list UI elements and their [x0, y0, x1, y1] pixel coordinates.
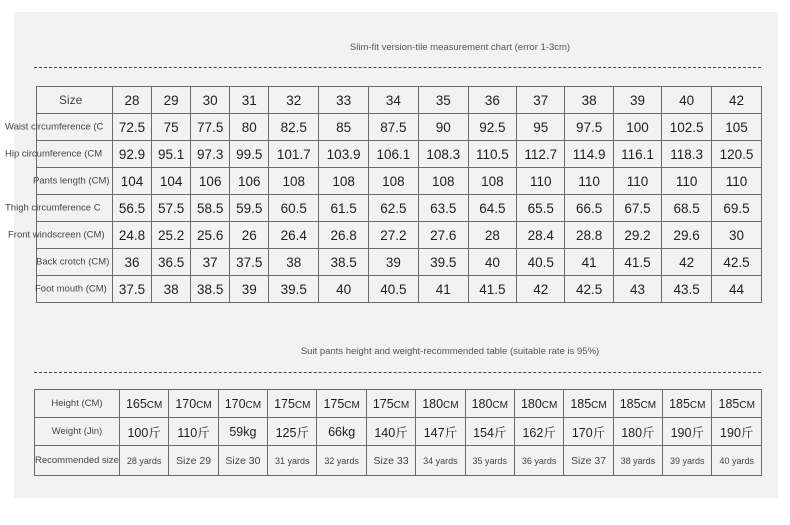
- value-cell: 62.5: [369, 195, 419, 222]
- measurement-table: [5, 86, 762, 303]
- value-cell: 110: [662, 168, 712, 195]
- value-cell: 39: [230, 276, 269, 303]
- value-cell: 90: [418, 114, 468, 141]
- weight-cell: 190斤: [712, 418, 762, 446]
- measurement-row: [37, 195, 762, 222]
- row-label: Recommended size: [35, 446, 120, 476]
- row-label: [5, 114, 113, 141]
- value-cell: 75: [152, 114, 191, 141]
- recommended-cell: 32 yards: [317, 446, 366, 476]
- size-cell: 33: [319, 87, 369, 114]
- measurement-row: [37, 222, 762, 249]
- value-cell: 41: [565, 249, 613, 276]
- weight-cell: 140斤: [366, 418, 415, 446]
- row-label: [5, 141, 113, 168]
- recommended-cell: 40 yards: [712, 446, 762, 476]
- value-cell: 106: [230, 168, 269, 195]
- recommended-cell: 34 yards: [416, 446, 465, 476]
- value-cell: 108: [269, 168, 319, 195]
- height-cell: [613, 390, 662, 418]
- weight-cell: 100斤: [119, 418, 168, 446]
- size-cell: 35: [418, 87, 468, 114]
- value-cell: 68.5: [662, 195, 712, 222]
- row-label-text: Foot mouth (CM): [35, 283, 107, 295]
- value-cell: 100: [613, 114, 661, 141]
- value-cell: 95.1: [152, 141, 191, 168]
- recommended-cell: 39 yards: [663, 446, 712, 476]
- size-cell: 37: [517, 87, 565, 114]
- value-cell: 37: [191, 249, 230, 276]
- value-cell: 92.5: [468, 114, 516, 141]
- row-label-text: Hip circumference (CM: [5, 148, 103, 160]
- height-value: 185: [669, 396, 690, 411]
- row-label: [5, 195, 113, 222]
- height-cell: [663, 390, 712, 418]
- value-cell: 85: [319, 114, 369, 141]
- value-cell: 37.5: [230, 249, 269, 276]
- value-cell: 28.8: [565, 222, 613, 249]
- row-label: [37, 249, 113, 276]
- recommended-cell: 38 yards: [613, 446, 662, 476]
- value-cell: 65.5: [517, 195, 565, 222]
- height-value: 180: [471, 396, 493, 411]
- value-cell: 61.5: [319, 195, 369, 222]
- value-cell: 110: [565, 168, 613, 195]
- value-cell: 38: [269, 249, 319, 276]
- value-cell: 97.3: [191, 141, 230, 168]
- row-label: [33, 168, 113, 195]
- value-cell: 29.2: [613, 222, 661, 249]
- height-unit: CM: [591, 399, 607, 411]
- height-unit: CM: [294, 399, 311, 411]
- row-label-text: Waist circumference (C: [5, 121, 104, 133]
- size-header-row: [37, 87, 762, 114]
- weight-cell: 125斤: [268, 418, 317, 446]
- value-cell: 82.5: [269, 114, 319, 141]
- value-cell: 106.1: [369, 141, 419, 168]
- value-cell: 64.5: [468, 195, 516, 222]
- value-cell: 77.5: [191, 114, 230, 141]
- row-label: Height (CM): [35, 390, 120, 418]
- weight-cell: 162斤: [514, 418, 563, 446]
- value-cell: 80: [230, 114, 269, 141]
- value-cell: 87.5: [369, 114, 419, 141]
- value-cell: 110: [613, 168, 661, 195]
- value-cell: 28: [468, 222, 516, 249]
- height-cell: [514, 390, 563, 418]
- row-label-text: Size: [59, 93, 83, 107]
- row-label: [37, 276, 113, 303]
- divider-dashed: [34, 372, 761, 373]
- value-cell: 39.5: [269, 276, 319, 303]
- value-cell: 108: [418, 168, 468, 195]
- height-cell: [169, 390, 218, 418]
- size-cell: 31: [230, 87, 269, 114]
- value-cell: 28.4: [517, 222, 565, 249]
- value-cell: 39.5: [418, 249, 468, 276]
- value-cell: 37.5: [113, 276, 152, 303]
- value-cell: 27.2: [369, 222, 419, 249]
- height-value: 175: [323, 396, 345, 411]
- height-cell: [416, 390, 465, 418]
- height-unit: CM: [393, 399, 410, 411]
- value-cell: 26.4: [269, 222, 319, 249]
- value-cell: 41.5: [613, 249, 661, 276]
- value-cell: 102.5: [662, 114, 712, 141]
- recommended-cell: 28 yards: [119, 446, 168, 476]
- value-cell: 38.5: [191, 276, 230, 303]
- measurement-row: [37, 276, 762, 303]
- value-cell: 27.6: [418, 222, 468, 249]
- value-cell: 43.5: [662, 276, 712, 303]
- value-cell: 42: [662, 249, 712, 276]
- recommended-cell: 31 yards: [268, 446, 317, 476]
- value-cell: 108: [468, 168, 516, 195]
- height-value: 185: [619, 396, 641, 411]
- height-cell: [366, 390, 415, 418]
- height-unit: CM: [739, 399, 755, 411]
- value-cell: 105: [712, 114, 762, 141]
- recommended-cell: 36 yards: [514, 446, 563, 476]
- height-unit: CM: [146, 399, 163, 411]
- size-cell: 39: [613, 87, 661, 114]
- size-cell: 36: [468, 87, 516, 114]
- height-cell: [712, 390, 762, 418]
- value-cell: 36: [113, 249, 152, 276]
- value-cell: 118.3: [662, 141, 712, 168]
- height-value: 175: [372, 396, 394, 411]
- height-value: 170: [175, 396, 197, 411]
- value-cell: 108.3: [418, 141, 468, 168]
- weight-cell: 190斤: [663, 418, 712, 446]
- weight-cell: 66kg: [317, 418, 366, 446]
- row-label-text: Back crotch (CM): [36, 256, 110, 268]
- value-cell: 26: [230, 222, 269, 249]
- recommended-cell: 35 yards: [465, 446, 514, 476]
- value-cell: 97.5: [565, 114, 613, 141]
- value-cell: 58.5: [191, 195, 230, 222]
- value-cell: 99.5: [230, 141, 269, 168]
- height-unit: CM: [689, 399, 706, 411]
- value-cell: 38.5: [319, 249, 369, 276]
- height-value: 185: [718, 396, 740, 411]
- height-row: [35, 390, 762, 418]
- size-cell: 34: [369, 87, 419, 114]
- measurement-row: [37, 168, 762, 195]
- value-cell: 43: [613, 276, 661, 303]
- value-cell: 108: [369, 168, 419, 195]
- row-label: [37, 87, 113, 114]
- value-cell: 25.2: [152, 222, 191, 249]
- weight-row: [35, 418, 762, 446]
- row-label: Weight (Jin): [35, 418, 120, 446]
- value-cell: 66.5: [565, 195, 613, 222]
- value-cell: 116.1: [613, 141, 661, 168]
- height-cell: [465, 390, 514, 418]
- value-cell: 112.7: [517, 141, 565, 168]
- recommended-cell: Size 37: [564, 446, 613, 476]
- value-cell: 25.6: [191, 222, 230, 249]
- recommended-row: [35, 446, 762, 476]
- row-label-text: Pants length (CM): [33, 175, 110, 187]
- height-cell: [317, 390, 366, 418]
- measurement-row: [37, 249, 762, 276]
- height-cell: [268, 390, 317, 418]
- value-cell: 69.5: [712, 195, 762, 222]
- height-unit: CM: [196, 399, 212, 411]
- weight-cell: 147斤: [416, 418, 465, 446]
- recommended-cell: Size 33: [366, 446, 415, 476]
- size-cell: 38: [565, 87, 613, 114]
- height-unit: CM: [492, 399, 508, 411]
- size-cell: 28: [113, 87, 152, 114]
- weight-cell: 59kg: [218, 418, 267, 446]
- recommended-cell: Size 29: [169, 446, 218, 476]
- value-cell: 30: [712, 222, 762, 249]
- height-unit: CM: [245, 399, 262, 411]
- value-cell: 60.5: [269, 195, 319, 222]
- value-cell: 40.5: [517, 249, 565, 276]
- value-cell: 29.6: [662, 222, 712, 249]
- value-cell: 56.5: [113, 195, 152, 222]
- height-value: 180: [520, 396, 542, 411]
- value-cell: 101.7: [269, 141, 319, 168]
- weight-cell: 154斤: [465, 418, 514, 446]
- height-unit: CM: [443, 399, 459, 411]
- height-unit: CM: [541, 399, 558, 411]
- value-cell: 36.5: [152, 249, 191, 276]
- value-cell: 26.8: [319, 222, 369, 249]
- recommend-table-title: Suit pants height and weight-recommended table (suitable rate is 95%): [300, 346, 600, 357]
- height-value: 180: [422, 396, 444, 411]
- value-cell: 40.5: [369, 276, 419, 303]
- divider-dashed: [34, 67, 761, 68]
- row-label: [8, 222, 113, 249]
- value-cell: 103.9: [319, 141, 369, 168]
- value-cell: 110: [712, 168, 762, 195]
- value-cell: 44: [712, 276, 762, 303]
- size-cell: 29: [152, 87, 191, 114]
- height-value: 175: [274, 396, 295, 411]
- value-cell: 24.8: [113, 222, 152, 249]
- row-label-text: Thigh circumference C: [5, 202, 101, 214]
- value-cell: 42: [517, 276, 565, 303]
- value-cell: 104: [113, 168, 152, 195]
- value-cell: 40: [319, 276, 369, 303]
- value-cell: 120.5: [712, 141, 762, 168]
- measurement-row: [37, 141, 762, 168]
- value-cell: 95: [517, 114, 565, 141]
- weight-cell: 110斤: [169, 418, 218, 446]
- recommend-table: [34, 389, 762, 476]
- value-cell: 104: [152, 168, 191, 195]
- row-label-text: Front windscreen (CM): [8, 229, 105, 241]
- height-unit: CM: [344, 399, 360, 411]
- value-cell: 42.5: [712, 249, 762, 276]
- value-cell: 41.5: [468, 276, 516, 303]
- weight-cell: 170斤: [564, 418, 613, 446]
- height-value: 185: [570, 396, 592, 411]
- height-cell: [564, 390, 613, 418]
- value-cell: 72.5: [113, 114, 152, 141]
- size-cell: 40: [662, 87, 712, 114]
- value-cell: 38: [152, 276, 191, 303]
- value-cell: 106: [191, 168, 230, 195]
- value-cell: 40: [468, 249, 516, 276]
- value-cell: 110: [517, 168, 565, 195]
- size-cell: 42: [712, 87, 762, 114]
- value-cell: 63.5: [418, 195, 468, 222]
- recommended-cell: Size 30: [218, 446, 267, 476]
- height-unit: CM: [640, 399, 657, 411]
- measurement-row: [37, 114, 762, 141]
- size-cell: 32: [269, 87, 319, 114]
- value-cell: 41: [418, 276, 468, 303]
- height-value: 170: [224, 396, 246, 411]
- value-cell: 110.5: [468, 141, 516, 168]
- value-cell: 42.5: [565, 276, 613, 303]
- value-cell: 114.9: [565, 141, 613, 168]
- value-cell: 92.9: [113, 141, 152, 168]
- height-value: 165: [125, 396, 147, 411]
- height-cell: [218, 390, 267, 418]
- weight-cell: 180斤: [613, 418, 662, 446]
- measurement-chart-title: Slim-fit version-tile measurement chart (error 1-3cm): [349, 42, 571, 53]
- value-cell: 59.5: [230, 195, 269, 222]
- height-cell: [119, 390, 168, 418]
- value-cell: 67.5: [613, 195, 661, 222]
- value-cell: 39: [369, 249, 419, 276]
- value-cell: 57.5: [152, 195, 191, 222]
- size-cell: 30: [191, 87, 230, 114]
- value-cell: 108: [319, 168, 369, 195]
